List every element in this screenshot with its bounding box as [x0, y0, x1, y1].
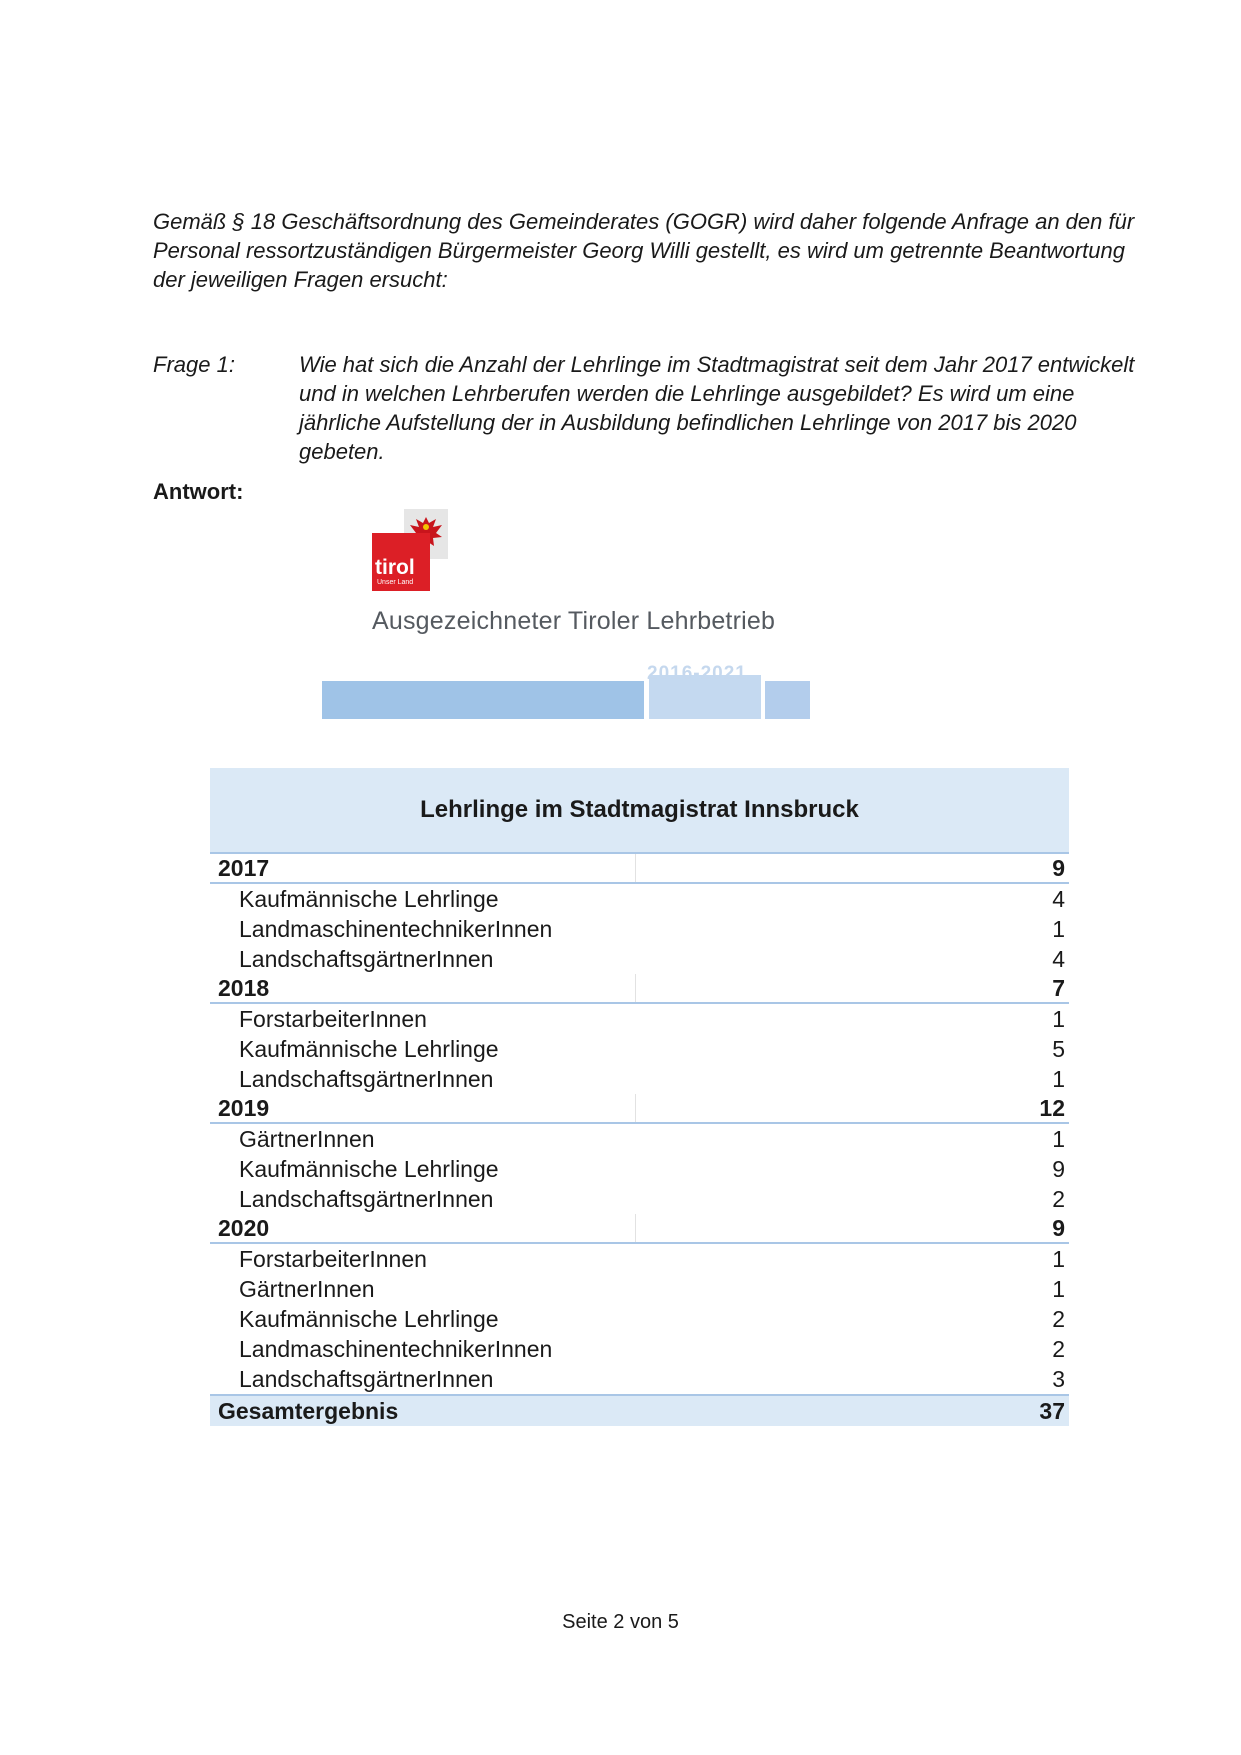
occupation-count: 4	[1052, 886, 1065, 912]
table-row	[210, 1184, 1069, 1214]
year-total: 9	[1052, 1215, 1065, 1241]
table-row	[210, 1274, 1069, 1304]
tirol-logo	[372, 505, 454, 590]
year-label: 2017	[218, 855, 270, 881]
occupation-count: 1	[1052, 1066, 1065, 1092]
table-row	[210, 1334, 1069, 1364]
occupation-count: 2	[1052, 1186, 1065, 1212]
occupation-count: 4	[1052, 946, 1065, 972]
table-row	[210, 944, 1069, 974]
occupation-count: 2	[1052, 1336, 1065, 1362]
occupation-count: 1	[1052, 916, 1065, 942]
award-bar	[765, 681, 810, 719]
occupation-label: Kaufmännische Lehrlinge	[239, 886, 499, 912]
year-label: 2020	[218, 1215, 270, 1241]
table-row	[210, 1124, 1069, 1154]
table-row	[210, 1004, 1069, 1034]
occupation-count: 1	[1052, 1246, 1065, 1272]
occupation-count: 1	[1052, 1126, 1065, 1152]
occupation-count: 9	[1052, 1156, 1065, 1182]
award-badge	[322, 505, 818, 723]
table-year-row	[210, 1214, 1069, 1244]
occupation-label: GärtnerInnen	[239, 1126, 375, 1152]
table-row	[210, 1244, 1069, 1274]
occupation-label: Kaufmännische Lehrlinge	[239, 1156, 499, 1182]
table-row	[210, 1304, 1069, 1334]
occupation-label: ForstarbeiterInnen	[239, 1246, 427, 1272]
total-value: 37	[1039, 1398, 1065, 1424]
occupation-label: LandmaschinentechnikerInnen	[239, 916, 553, 942]
question-text: Wie hat sich die Anzahl der Lehrlinge im Stadtmagistrat seit dem Jahr 2017 entwickelt und in welchen Lehrberufen werden die Lehrlinge ausgebildet? Es wird um eine jährliche Aufstellung der in Ausbildung befindlichen Lehrlinge von 2017 bis 2020 gebeten.	[299, 352, 1135, 464]
table-row	[210, 1034, 1069, 1064]
apprentices-table	[210, 768, 1069, 1426]
table-year-row	[210, 1094, 1069, 1124]
occupation-count: 2	[1052, 1306, 1065, 1332]
table-row	[210, 1364, 1069, 1394]
table-body	[210, 854, 1069, 1394]
occupation-label: LandschaftsgärtnerInnen	[239, 946, 494, 972]
occupation-count: 3	[1052, 1366, 1065, 1392]
occupation-count: 5	[1052, 1036, 1065, 1062]
occupation-count: 1	[1052, 1006, 1065, 1032]
year-total: 7	[1052, 975, 1065, 1001]
award-years: 2016-2021	[647, 663, 747, 684]
award-bar	[322, 681, 644, 719]
table-row	[210, 884, 1069, 914]
year-total: 9	[1052, 855, 1065, 881]
year-label: 2019	[218, 1095, 270, 1121]
occupation-label: Kaufmännische Lehrlinge	[239, 1306, 499, 1332]
occupation-label: GärtnerInnen	[239, 1276, 375, 1302]
page-footer: Seite 2 von 5	[562, 1611, 679, 1633]
answer-label: Antwort:	[153, 479, 244, 504]
logo-subtext: Unser Land	[377, 579, 414, 586]
table-row	[210, 1064, 1069, 1094]
table-year-row	[210, 974, 1069, 1004]
year-label: 2018	[218, 975, 270, 1001]
occupation-label: ForstarbeiterInnen	[239, 1006, 427, 1032]
table-row	[210, 914, 1069, 944]
table-total-row	[210, 1394, 1069, 1426]
intro-paragraph: Gemäß § 18 Geschäftsordnung des Gemeinderates (GOGR) wird daher folgende Anfrage an den für Personal ressortzuständigen Bürgermeister Georg Willi gestellt, es wird um getrennte Beantwortung der jeweiligen Fragen ersucht:	[153, 209, 1135, 292]
table-title: Lehrlinge im Stadtmagistrat Innsbruck	[210, 768, 1069, 854]
total-label: Gesamtergebnis	[218, 1398, 399, 1424]
logo-text: tirol	[375, 556, 415, 579]
occupation-label: Kaufmännische Lehrlinge	[239, 1036, 499, 1062]
year-total: 12	[1039, 1095, 1065, 1121]
award-title: Ausgezeichneter Tiroler Lehrbetrieb	[372, 607, 776, 635]
occupation-count: 1	[1052, 1276, 1065, 1302]
question-label: Frage 1:	[153, 352, 235, 377]
table-row	[210, 1154, 1069, 1184]
occupation-label: LandschaftsgärtnerInnen	[239, 1066, 494, 1092]
occupation-label: LandmaschinentechnikerInnen	[239, 1336, 553, 1362]
occupation-label: LandschaftsgärtnerInnen	[239, 1366, 494, 1392]
occupation-label: LandschaftsgärtnerInnen	[239, 1186, 494, 1212]
table-year-row	[210, 854, 1069, 884]
